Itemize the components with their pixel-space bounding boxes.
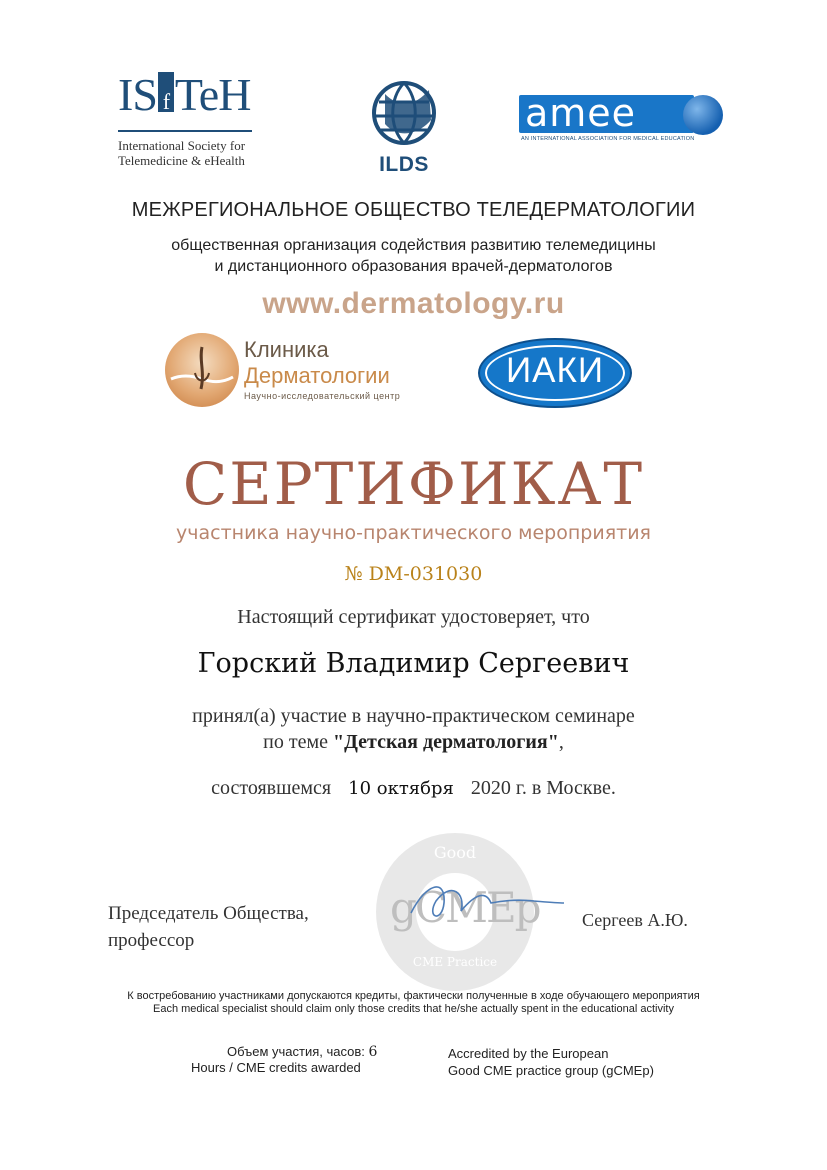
held-suffix: 2020 г. в Москве. <box>470 777 616 799</box>
seal-center-text: gCMEp <box>390 883 540 932</box>
isfteh-mark: IS f TeH <box>118 69 251 120</box>
chairman-title-2: профессор <box>108 930 195 951</box>
iaki-label: ИАКИ <box>505 351 605 390</box>
hours-label-en: Hours / CME credits awarded <box>191 1060 361 1075</box>
credits-note-ru: К востребованию участниками допускаются кредиты, фактически полученные в ходе обучающего мероприятия <box>127 990 700 1002</box>
topic-suffix: , <box>558 731 564 753</box>
gcmep-seal <box>376 833 540 991</box>
ilds-logo <box>368 80 440 180</box>
hours-label-text: Объем участия, часов: <box>227 1044 365 1059</box>
organization-title: МЕЖРЕГИОНАЛЬНОЕ ОБЩЕСТВО ТЕЛЕДЕРМАТОЛОГИИ <box>131 199 696 221</box>
isfteh-rule <box>118 130 252 132</box>
globe-icon <box>371 80 437 146</box>
amee-logo <box>519 91 724 145</box>
clinic-logo <box>165 333 425 411</box>
person-name: Горский Владимир Сергеевич <box>197 648 630 679</box>
topic-title: "Детская дерматология" <box>333 731 559 753</box>
signature-icon <box>406 873 566 933</box>
organization-subtitle-2: и дистанционного образования врачей-дерматологов <box>214 258 613 275</box>
clinic-tagline: Научно-исследовательский центр <box>244 391 401 401</box>
certificate-number: № DM-031030 <box>344 563 483 585</box>
ilds-label: ILDS <box>379 153 429 176</box>
participation-line-1: принял(а) участие в научно-практическом семинаре <box>192 705 635 727</box>
clinic-name-2: Дерматологии <box>244 363 390 388</box>
accreditation-line-2: Good CME practice group (gCMEp) <box>448 1063 654 1078</box>
clinic-name-1: Клиника <box>244 337 329 362</box>
website-url: www.dermatology.ru <box>262 287 565 320</box>
clinic-emblem-icon <box>165 333 239 407</box>
seal-top-text: Good <box>433 843 477 862</box>
certificate-title: СЕРТИФИКАТ <box>182 450 645 518</box>
attest-text: Настоящий сертификат удостоверяет, что <box>237 606 590 628</box>
isfteh-logo <box>118 69 258 176</box>
hours-value: 6 <box>368 1044 378 1060</box>
iaki-logo <box>478 338 632 408</box>
organization-subtitle-1: общественная организация содействия развитию телемедицины <box>171 237 656 254</box>
held-date: 10 октября <box>348 778 454 799</box>
amee-subtitle: AN INTERNATIONAL ASSOCIATION FOR MEDICAL EDUCATION <box>521 136 695 142</box>
hair-follicle-icon <box>165 333 239 407</box>
certificate-subtitle: участника научно-практического мероприятия <box>176 522 651 544</box>
accreditation-line-1: Accredited by the European <box>448 1046 609 1061</box>
isfteh-subtitle-1: International Society for <box>118 138 246 153</box>
topic-prefix: по теме <box>263 731 329 753</box>
signer-name: Сергеев А.Ю. <box>582 910 688 930</box>
participation-line-2 <box>0 731 827 754</box>
amee-globe-icon <box>683 95 723 135</box>
amee-wordmark: amee <box>525 91 637 135</box>
isfteh-subtitle-2: Telemedicine & eHealth <box>118 153 245 168</box>
held-prefix: состоявшемся <box>211 777 332 799</box>
seal-bottom-text: CME Practice <box>412 955 498 969</box>
chairman-title-1: Председатель Общества, <box>108 903 309 924</box>
hours-label <box>227 1044 377 1060</box>
event-date-line <box>0 777 827 800</box>
credits-note-en: Each medical specialist should claim only those credits that he/she actually spent in the educational activity <box>153 1003 674 1015</box>
